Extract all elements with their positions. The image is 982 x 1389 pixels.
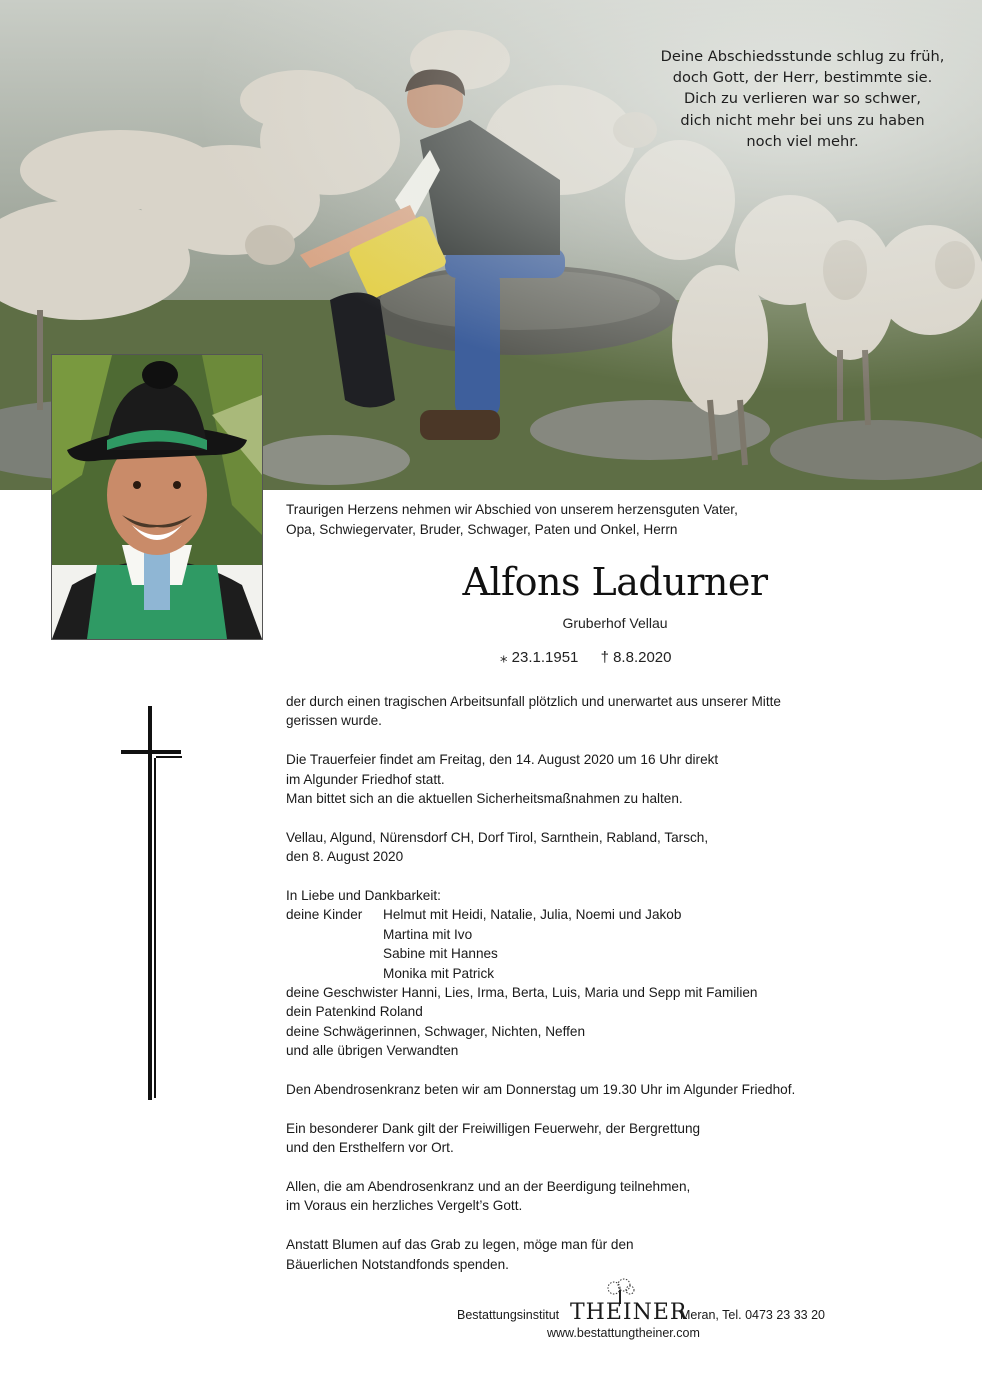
rosary-paragraph (286, 1080, 906, 1099)
mourner-entry: und alle übrigen Verwandten (286, 1043, 459, 1059)
thanks-paragraph (286, 1119, 906, 1158)
text-line: Den Abendrosenkranz beten wir am Donnerstag um 19.30 Uhr im Algunder Friedhof. (286, 1082, 796, 1098)
text-line: der durch einen tragischen Arbeitsunfall plötzlich und unerwartet aus unserer Mitte (286, 694, 781, 709)
mourners-paragraph (286, 886, 906, 1061)
brand-name: THEINER (570, 1300, 688, 1325)
mourners-heading: In Liebe und Dankbarkeit: (286, 888, 441, 904)
text-line: Bäuerlichen Notstandfonds spenden. (286, 1256, 509, 1272)
accident-paragraph (286, 692, 906, 731)
donation-paragraph (286, 1235, 906, 1274)
intro-text (286, 500, 806, 540)
text-line: Anstatt Blumen auf das Grab zu legen, möge man für den (286, 1237, 634, 1253)
poem-line: doch Gott, der Herr, bestimmte sie. (672, 69, 933, 87)
funeral-home-footer (440, 1278, 860, 1348)
website-link[interactable]: www.bestattungtheiner.com (547, 1326, 700, 1340)
text-line: Die Trauerfeier findet am Freitag, den 14. August 2020 um 16 Uhr direkt (286, 752, 719, 768)
intro-line: Traurigen Herzens nehmen wir Abschied von unserem herzensguten Vater, (286, 502, 738, 517)
deceased-place: Gruberhof Vellau (562, 615, 668, 631)
notice-body (286, 692, 906, 1293)
company-label: Bestattungsinstitut (457, 1308, 560, 1322)
text-line: gerissen wurde. (286, 713, 382, 729)
portrait-photo (51, 354, 263, 640)
intro-line: Opa, Schwiegervater, Bruder, Schwager, Paten und Onkel, Herrn (286, 522, 678, 537)
deceased-name: Alfons Ladurner (462, 560, 768, 604)
kids-label: deine Kinder (286, 907, 363, 923)
poem-line: dich nicht mehr bei uns zu haben (680, 111, 925, 129)
gratitude-paragraph (286, 1177, 906, 1216)
latin-cross-icon (118, 706, 184, 1107)
text-line: Vellau, Algund, Nürensdorf CH, Dorf Tirol, Sarnthein, Rabland, Tarsch, (286, 829, 709, 845)
kids-row (286, 905, 906, 924)
kid-entry: Martina mit Ivo (383, 926, 473, 942)
death-date: † 8.8.2020 (600, 649, 672, 666)
poem-line: noch viel mehr. (746, 132, 859, 150)
mourner-entry: dein Patenkind Roland (286, 1004, 423, 1020)
poem-line: Deine Abschiedsstunde schlug zu früh, (660, 48, 945, 65)
text-line: Ein besonderer Dank gilt der Freiwilligen Feuerwehr, der Bergrettung (286, 1120, 701, 1136)
text-line: den 8. August 2020 (286, 849, 404, 865)
mourner-entry: deine Schwägerinnen, Schwager, Nichten, Neffen (286, 1023, 586, 1039)
kid-entry: Helmut mit Heidi, Natalie, Julia, Noemi und Jakob (383, 907, 682, 923)
contact-info: Meran, Tel. 0473 23 33 20 (680, 1308, 826, 1322)
life-dates (500, 648, 740, 666)
memorial-poem (630, 46, 975, 152)
text-line: Man bittet sich an die aktuellen Sicherheitsmaßnahmen zu halten. (286, 791, 683, 807)
kid-entry: Monika mit Patrick (383, 965, 495, 981)
text-line: im Algunder Friedhof statt. (286, 771, 445, 787)
places-paragraph (286, 828, 906, 867)
text-line: im Voraus ein herzliches Vergelt’s Gott. (286, 1198, 523, 1214)
text-line: Allen, die am Abendrosenkranz und an der Beerdigung teilnehmen, (286, 1179, 691, 1195)
birth-date: ⁎ 23.1.1951 (500, 649, 579, 666)
kid-entry: Sabine mit Hannes (383, 946, 498, 962)
mourner-entry: deine Geschwister Hanni, Lies, Irma, Berta, Luis, Maria und Sepp mit Familien (286, 985, 758, 1001)
text-line: und den Ersthelfern vor Ort. (286, 1140, 454, 1156)
funeral-paragraph (286, 750, 906, 808)
poem-line: Dich zu verlieren war so schwer, (683, 90, 922, 108)
